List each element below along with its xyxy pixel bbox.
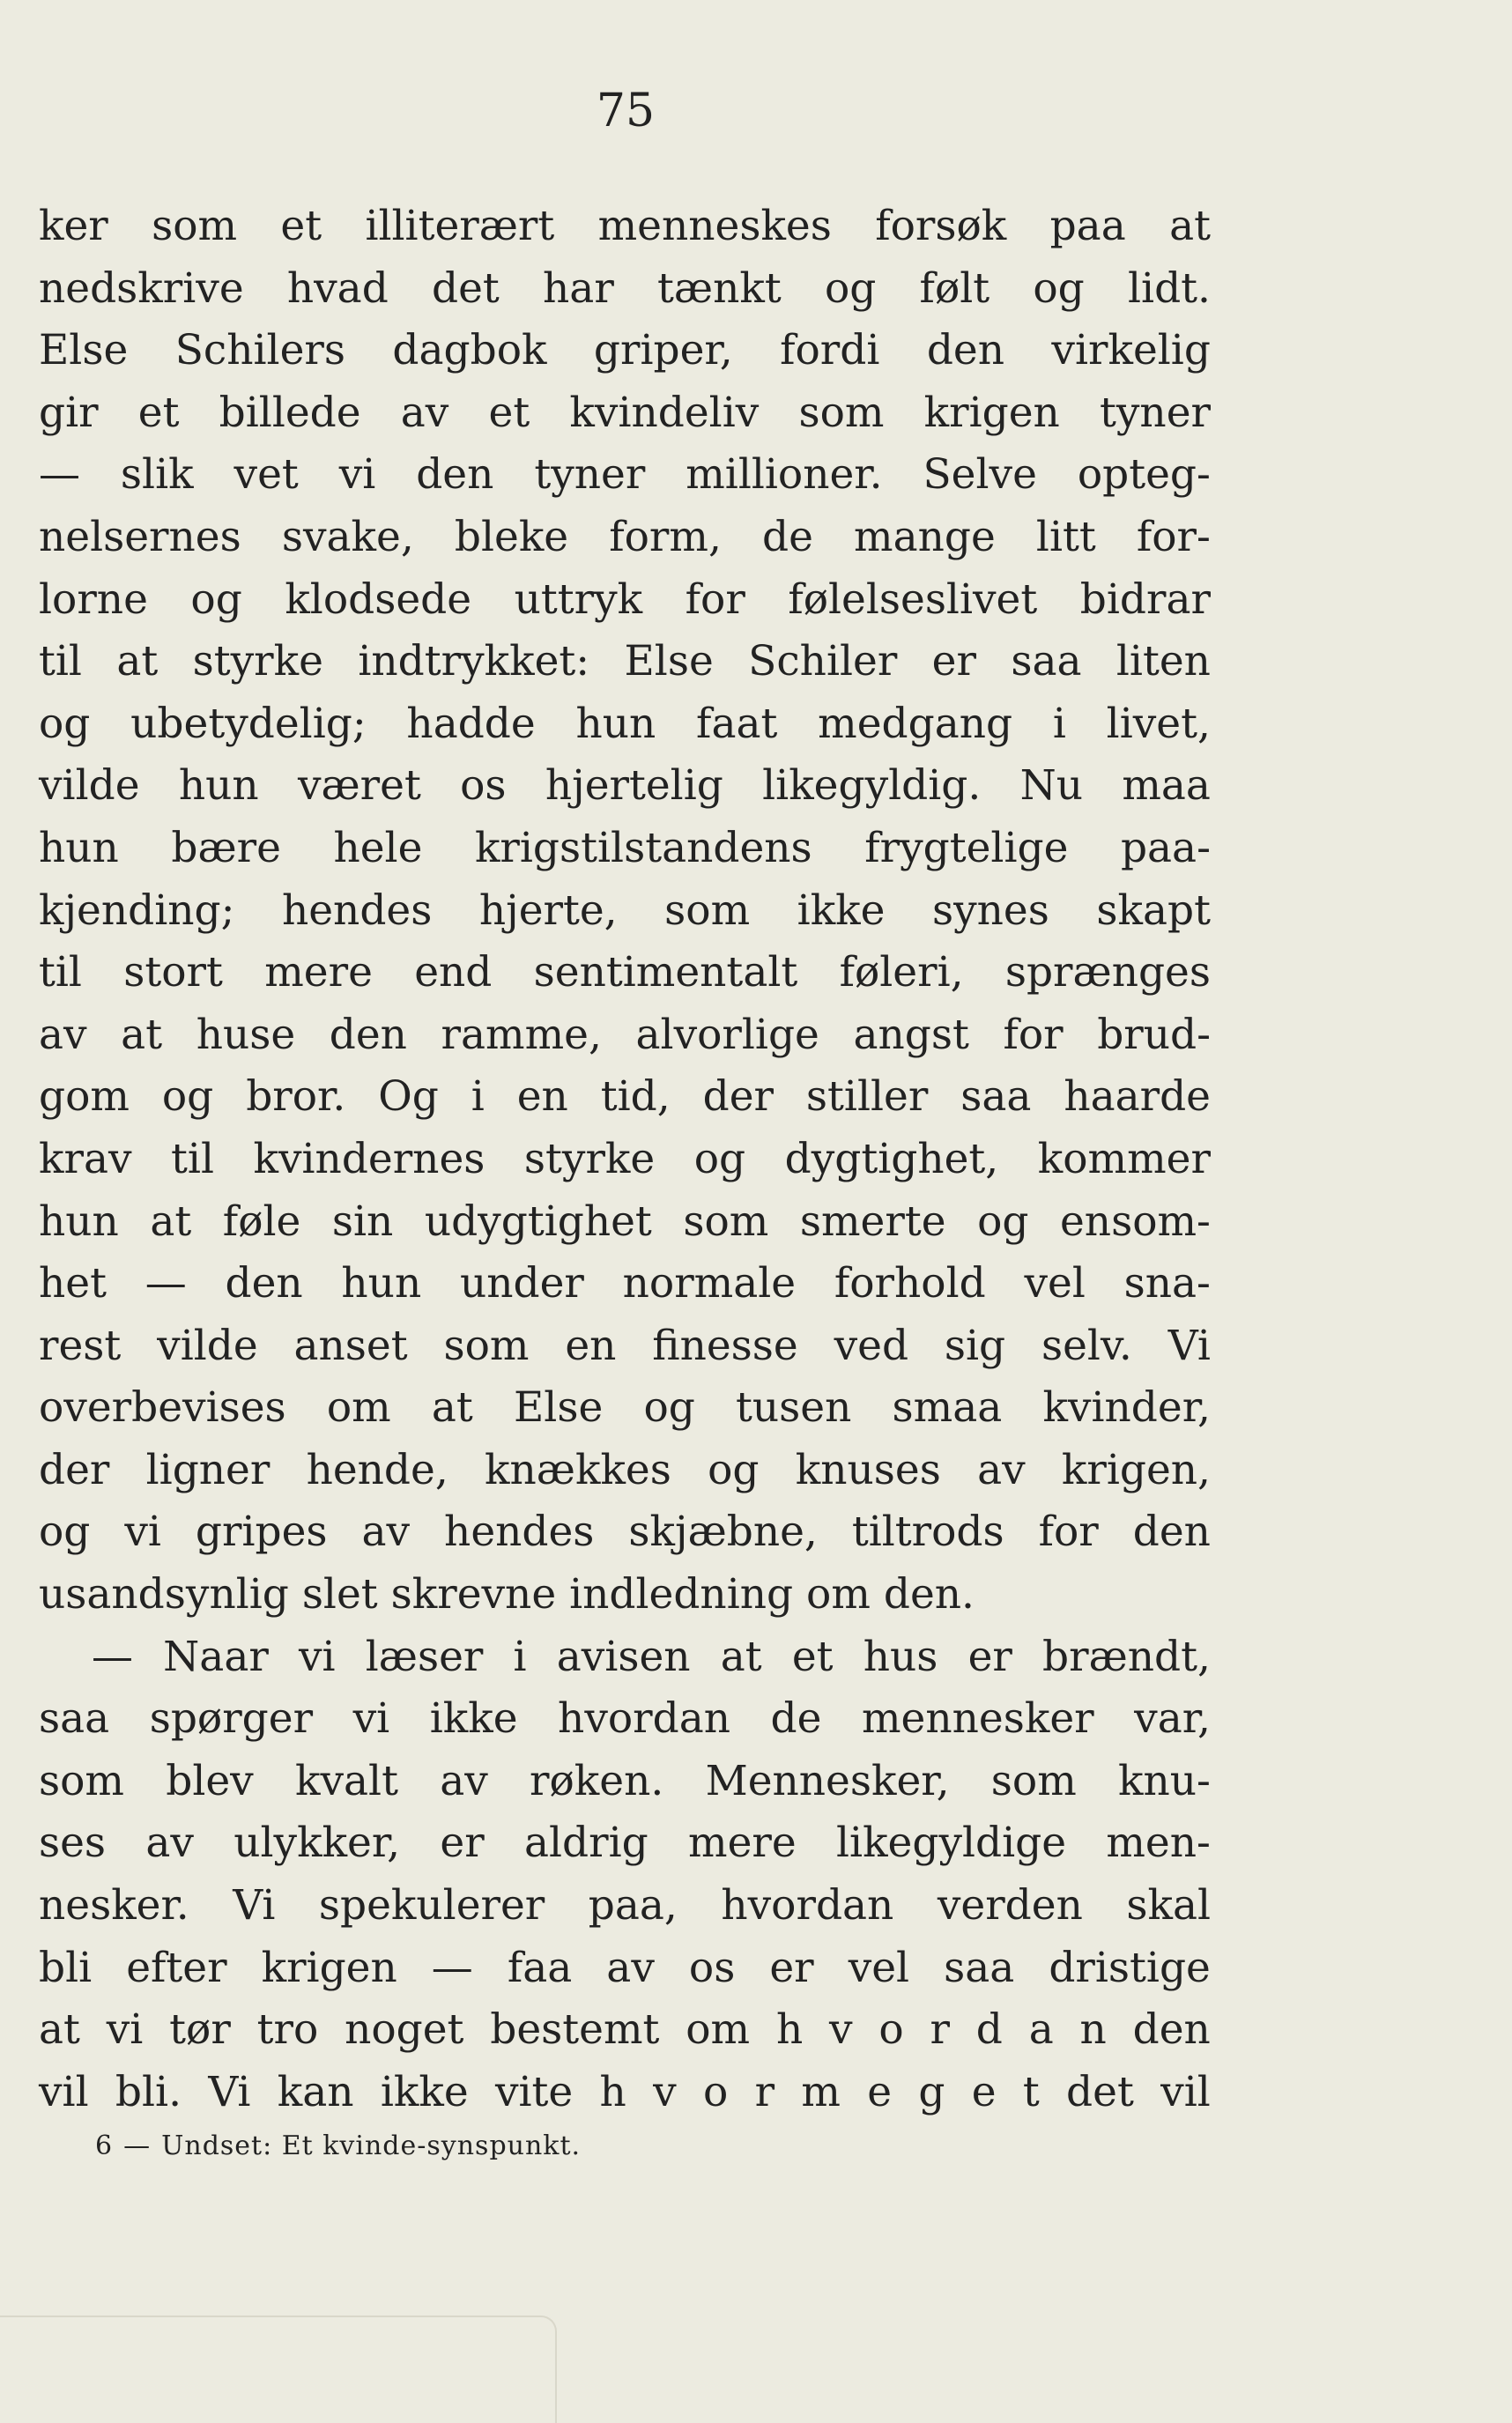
page-number: 75 bbox=[596, 85, 656, 137]
signature-number: 6 bbox=[95, 2130, 114, 2161]
text-line: at vi tør tro noget bestemt om h v o r d a n den bbox=[39, 2005, 1211, 2055]
text-line: saa spørger vi ikke hvordan de mennesker var, bbox=[39, 1694, 1211, 1744]
footer-author: Undset: bbox=[161, 2130, 273, 2161]
text-line: Else Schilers dagbok griper, fordi den virkelig bbox=[39, 326, 1211, 375]
text-line: usandsynlig slet skrevne indledning om den. bbox=[39, 1570, 975, 1619]
text-line: til at styrke indtrykket: Else Schiler er saa liten bbox=[39, 637, 1211, 686]
text-line: og ubetydelig; hadde hun faat medgang i livet, bbox=[39, 699, 1211, 748]
text-line: ker som et illiterært menneskes forsøk paa at bbox=[39, 202, 1211, 250]
text-line: hun at føle sin udygtighet som smerte og ensom- bbox=[39, 1197, 1211, 1246]
text-line: vil bli. Vi kan ikke vite h v o r m e g e t det vil bbox=[39, 2067, 1211, 2116]
text-line: nesker. Vi spekulerer paa, hvordan verden skal bbox=[39, 1881, 1211, 1930]
text-line: het — den hun under normale forhold vel sna- bbox=[39, 1259, 1211, 1308]
text-line: — slik vet vi den tyner millioner. Selve opteg- bbox=[39, 450, 1211, 500]
text-line: og vi gripes av hendes skjæbne, tiltrods for den bbox=[39, 1508, 1211, 1557]
underlying-page-edge bbox=[0, 2316, 557, 2423]
text-line: overbevises om at Else og tusen smaa kvinder, bbox=[39, 1383, 1211, 1433]
text-line: nelsernes svake, bleke form, de mange litt for- bbox=[39, 512, 1211, 561]
text-line: ses av ulykker, er aldrig mere likegyldige men- bbox=[39, 1819, 1211, 1868]
text-line: av at huse den ramme, alvorlige angst for brud- bbox=[39, 1010, 1211, 1059]
text-line: nedskrive hvad det har tænkt og følt og lidt. bbox=[39, 263, 1211, 313]
footer-signature-line bbox=[95, 2130, 581, 2161]
text-line: kjending; hendes hjerte, som ikke synes skapt bbox=[39, 885, 1211, 935]
text-line: som blev kvalt av røken. Mennesker, som knu- bbox=[39, 1756, 1211, 1805]
text-line: gom og bror. Og i en tid, der stiller saa haarde bbox=[39, 1072, 1211, 1122]
text-line: til stort mere end sentimentalt føleri, sprænges bbox=[39, 948, 1211, 997]
signature-dash: — bbox=[123, 2130, 152, 2161]
text-line: hun bære hele krigstilstandens frygtelige paa- bbox=[39, 823, 1211, 872]
text-line: krav til kvindernes styrke og dygtighet, kommer bbox=[39, 1134, 1211, 1183]
text-line: vilde hun været os hjertelig likegyldig. Nu maa bbox=[39, 761, 1211, 811]
text-line: rest vilde anset som en finesse ved sig selv. Vi bbox=[39, 1321, 1211, 1370]
text-line: der ligner hende, knækkes og knuses av krigen, bbox=[39, 1445, 1211, 1494]
text-line: lorne og klodsede uttryk for følelseslivet bidrar bbox=[39, 574, 1211, 624]
text-line: bli efter krigen — faa av os er vel saa dristige bbox=[39, 1943, 1211, 1992]
text-line: — Naar vi læser i avisen at et hus er brændt, bbox=[92, 1632, 1211, 1681]
text-line: gir et billede av et kvindeliv som krigen tyner bbox=[39, 388, 1211, 437]
body-text bbox=[39, 196, 1211, 2123]
footer-title: Et kvinde-synspunkt. bbox=[281, 2130, 582, 2161]
